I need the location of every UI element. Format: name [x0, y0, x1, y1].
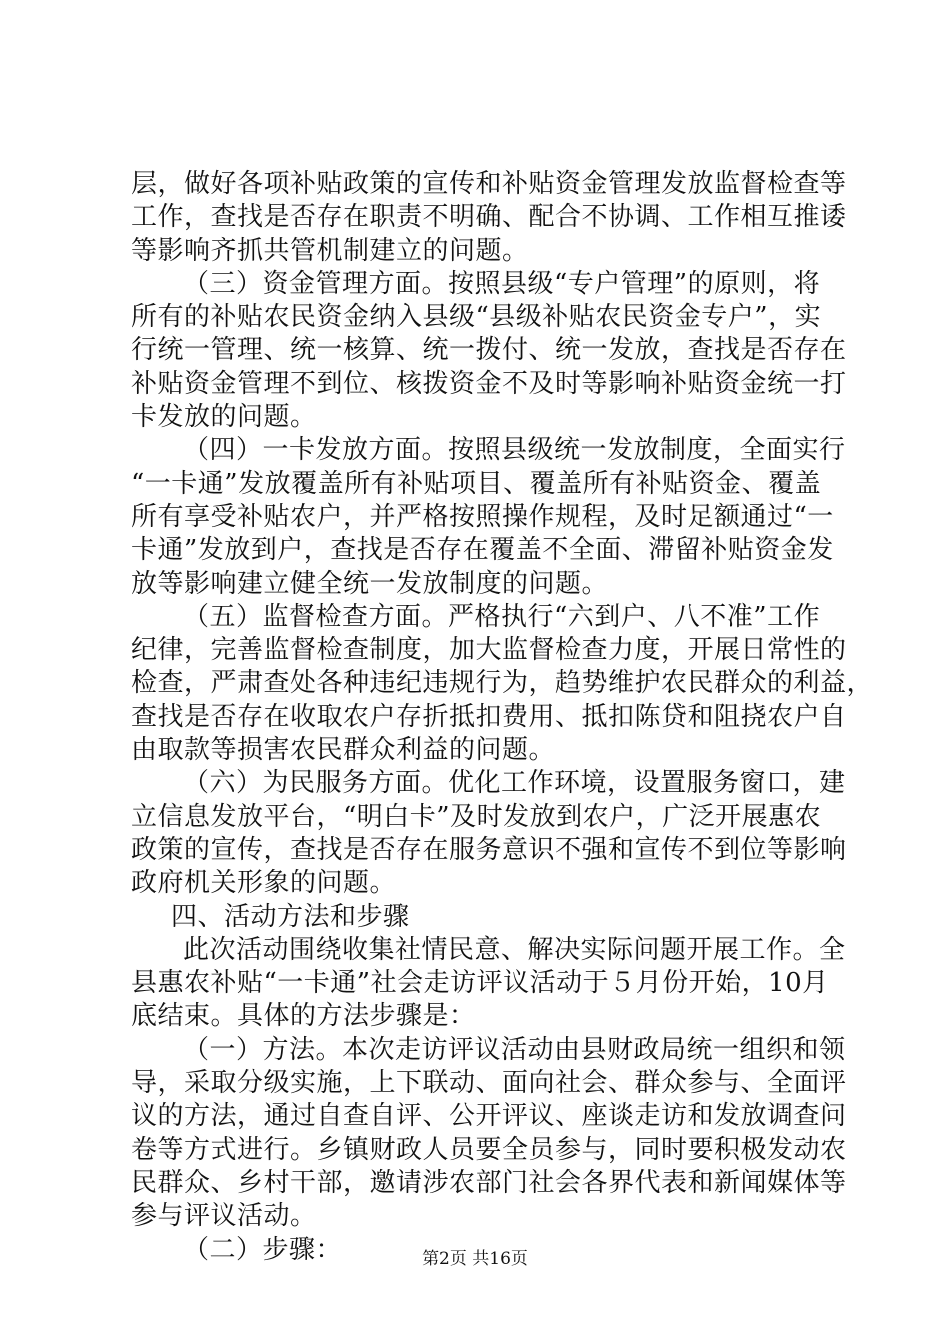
text-line: 此次活动围绕收集社情民意、解决实际问题开展工作。全	[183, 934, 846, 965]
text-line: 县惠农补贴“一卡通”社会走访评议活动于５月份开始，10月	[131, 968, 829, 999]
text-line: 补贴资金管理不到位、核拨资金不及时等影响补贴资金统一打	[131, 368, 847, 399]
text-line: 立信息发放平台，“明白卡”及时发放到农户，广泛开展惠农	[131, 801, 822, 832]
paragraph-supervision	[131, 601, 874, 767]
text-line: 政策的宣传，查找是否存在服务意识不强和宣传不到位等影响	[131, 834, 847, 865]
paragraph-continuation	[131, 168, 847, 268]
text-line: （五）监督检查方面。严格执行“六到户、八不准”工作	[183, 601, 821, 632]
paragraph-card-issuance	[131, 434, 846, 600]
paragraph-public-service	[131, 767, 847, 900]
text-line: 底结束。具体的方法步骤是：	[131, 1001, 476, 1032]
text-line: “一卡通”发放覆盖所有补贴项目、覆盖所有补贴资金、覆盖	[131, 468, 822, 499]
text-line: 工作，查找是否存在职责不明确、配合不协调、工作相互推诿	[131, 202, 847, 233]
text-line: （三）资金管理方面。按照县级“专户管理”的原则，将	[183, 268, 821, 299]
text-line: 所有的补贴农民资金纳入县级“县级补贴农民资金专户”，实	[131, 302, 822, 333]
text-line: 等影响齐抓共管机制建立的问题。	[131, 235, 529, 266]
text-line: 四、活动方法和步骤	[171, 901, 410, 932]
text-line: 层，做好各项补贴政策的宣传和补贴资金管理发放监督检查等	[131, 169, 847, 199]
document-body	[131, 168, 874, 1267]
text-line: 政府机关形象的问题。	[131, 868, 397, 899]
text-line: 查找是否存在收取农户存折抵扣费用、抵扣陈贷和阻挠农户自	[131, 701, 847, 732]
text-line: 卷等方式进行。乡镇财政人员要全员参与，同时要积极发动农	[131, 1134, 847, 1165]
section-heading	[131, 901, 831, 934]
text-line: 所有享受补贴农户，并严格按照操作规程，及时足额通过“一	[131, 501, 834, 532]
text-line: 卡通”发放到户，查找是否存在覆盖不全面、滞留补贴资金发	[131, 535, 834, 566]
text-line: 放等影响建立健全统一发放制度的问题。	[131, 568, 609, 599]
text-line: 议的方法，通过自查自评、公开评议、座谈走访和发放调查问	[131, 1101, 847, 1132]
text-line: 检查，严肃查处各种违纪违规行为，趋势维护农民群众的利益，	[131, 668, 874, 699]
text-line: 参与评议活动。	[131, 1201, 317, 1232]
text-line: （一）方法。本次走访评议活动由县财政局统一组织和领	[183, 1034, 846, 1065]
text-line: 行统一管理、统一核算、统一拨付、统一发放，查找是否存在	[131, 335, 847, 366]
page-number-label: 第2页 共16页	[422, 1249, 528, 1269]
paragraph-intro	[131, 934, 846, 1034]
paragraph-fund-management	[131, 268, 847, 434]
text-line: （二）步骤：	[183, 1234, 343, 1265]
text-line: 卡发放的问题。	[131, 402, 317, 433]
text-line: 民群众、乡村干部，邀请涉农部门社会各界代表和新闻媒体等	[131, 1167, 847, 1198]
text-line: 纪律，完善监督检查制度，加大监督检查力度，开展日常性的	[131, 635, 847, 666]
text-line: （六）为民服务方面。优化工作环境，设置服务窗口，建	[183, 768, 846, 799]
paragraph-method	[131, 1034, 847, 1234]
text-line: 导，采取分级实施，上下联动、面向社会、群众参与、全面评	[131, 1068, 847, 1099]
text-line: （四）一卡发放方面。按照县级统一发放制度，全面实行	[183, 435, 846, 466]
page-footer	[0, 1244, 950, 1269]
text-line: 由取款等损害农民群众利益的问题。	[131, 735, 556, 766]
